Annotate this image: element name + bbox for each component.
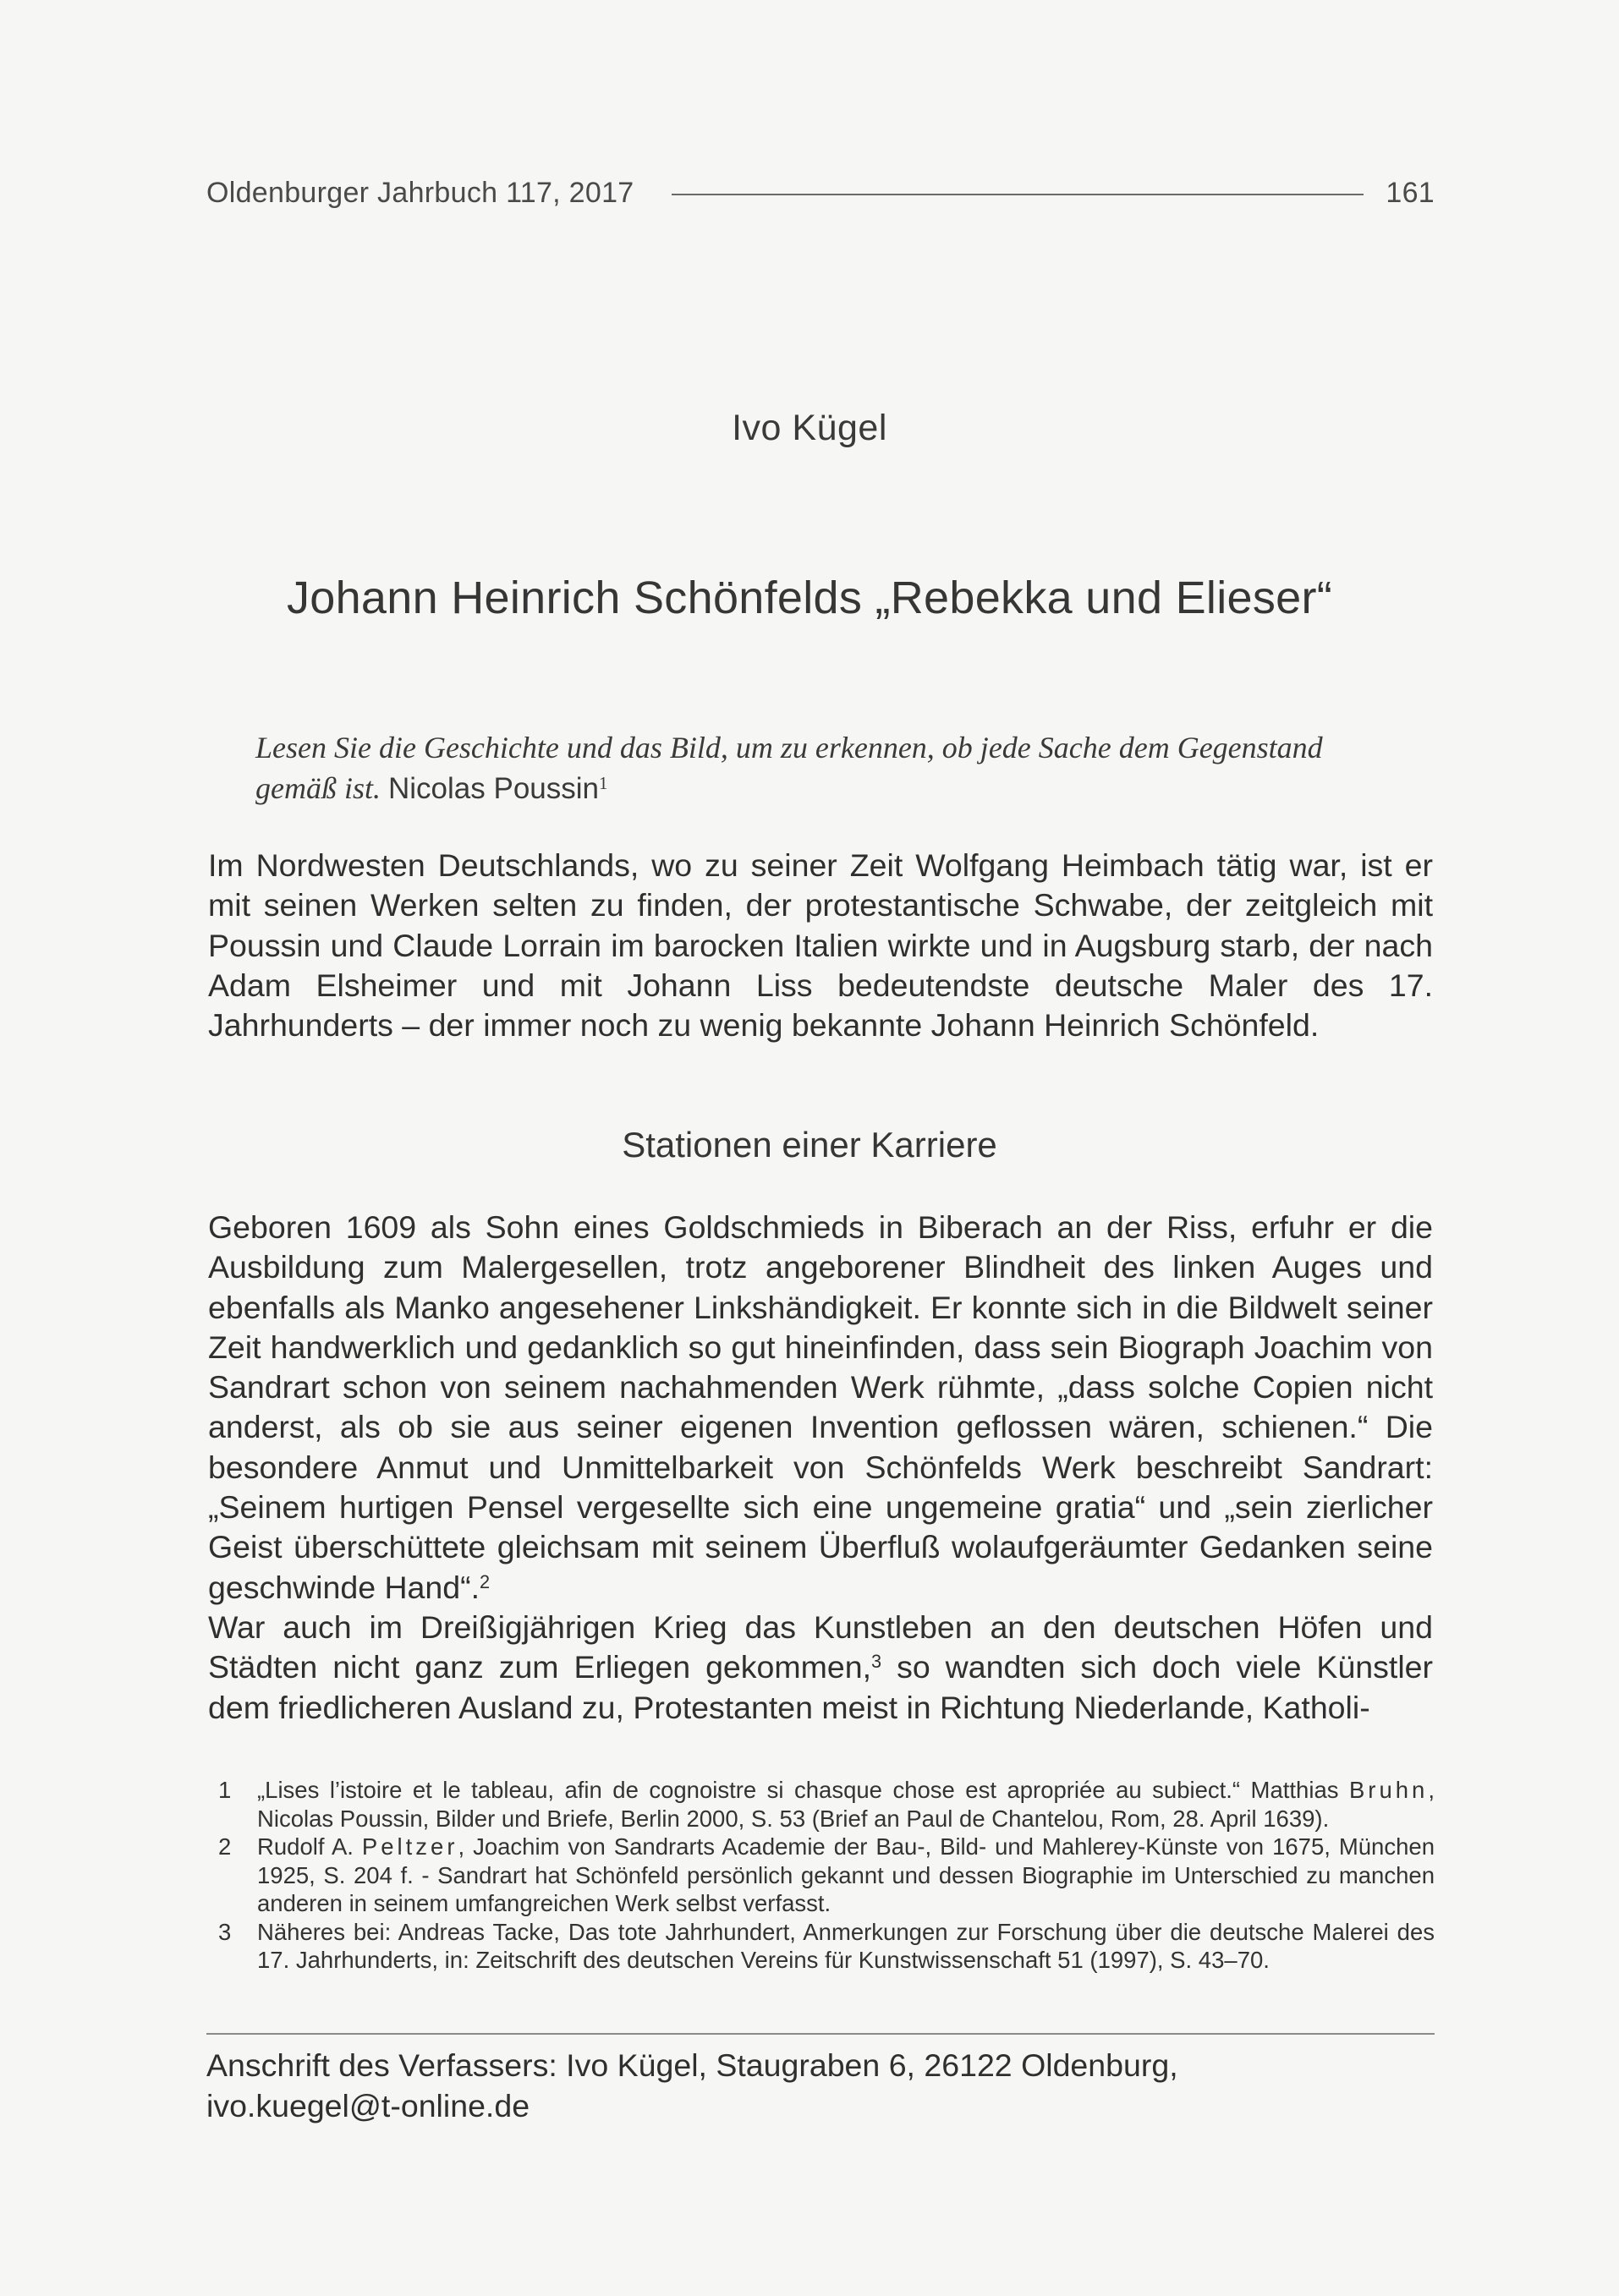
footnote-author-name: Peltzer <box>361 1833 458 1860</box>
footnote-author-name: Bruhn <box>1348 1777 1429 1803</box>
header-rule <box>672 194 1364 195</box>
section-paragraph-1 <box>208 1208 1433 1608</box>
footnote-text-part: Rudolf A. <box>257 1833 362 1860</box>
footnote-text-part: „Lises l’istoire et le tableau, afin de cognoistre si chasque chose est apropriée au subiect.“ Matthias <box>257 1777 1349 1803</box>
footnote-text-part: , Nicolas Poussin, Bilder und Briefe, Berlin 2000, S. 53 (Brief an Paul de Chantelou, Rom, 28. April 1639). <box>257 1777 1435 1832</box>
paragraph-1-text: Geboren 1609 als Sohn eines Goldschmieds in Biberach an der Riss, erfuhr er die Ausbildung zum Malergesellen, trotz angeborener Blindheit des linken Auges und ebenfalls als Manko angesehener Linkshändigkeit. Er konnte sich in die Bildwelt seiner Zeit handwerklich und gedanklich so gut hineinfinden, dass sein Biograph Joachim von Sandrart schon von seinem nachahmenden Werk rühmte, „dass solche Copien nicht anderst, als ob sie aus seiner eigenen Invention geflossen wären, schienen.“ Die besondere Anmut und Unmittelbarkeit von Schönfelds Werk beschreibt Sandrart: „Seinem hurtigen Pensel vergesellte sich eine ungemeine gratia“ und „sein zierlicher Geist überschüttete gleichsam mit seinem Überfluß wolaufgeräumter Gedanken seine geschwinde Hand“. <box>208 1209 1433 1605</box>
footnote-ref-2[interactable]: 2 <box>480 1570 491 1592</box>
footnote-text <box>257 1776 1435 1833</box>
footnote-text-part: Näheres bei: Andreas Tacke, Das tote Jahrhundert, Anmerkungen zur Forschung über die deutsche Malerei des 17. Jahrhunderts, in: Zeitschrift des deutschen Vereins für Kunstwissenschaft 51 (1997), S. 43–70. <box>257 1918 1435 1973</box>
article-author: Ivo Kügel <box>732 408 887 448</box>
author-address <box>206 2045 1435 2126</box>
footnote-text <box>257 1833 1435 1918</box>
section-heading: Stationen einer Karriere <box>622 1125 997 1164</box>
epigraph-quote: Lesen Sie die Geschichte und das Bild, um zu erkennen, ob jede Sache dem Gegenstand gemäß ist. <box>255 731 1323 805</box>
page-number: 161 <box>1386 176 1435 209</box>
epigraph-attribution: Nicolas Poussin <box>388 772 599 805</box>
footnote-ref-1[interactable]: 1 <box>599 772 608 793</box>
footnote-3 <box>206 1918 1435 1975</box>
footnote-number: 1 <box>218 1777 232 1803</box>
footnote-ref-3[interactable]: 3 <box>871 1651 882 1673</box>
author-email[interactable]: ivo.kuegel@t-online.de <box>206 2088 530 2123</box>
footnote-2 <box>206 1833 1435 1918</box>
running-header <box>206 169 1435 216</box>
footnote-number: 2 <box>218 1833 232 1860</box>
journal-name: Oldenburger Jahrbuch 117, 2017 <box>206 176 634 209</box>
intro-paragraph: Im Nordwesten Deutschlands, wo zu seiner Zeit Wolfgang Heimbach tätig war, ist er mit seinen Werken selten zu finden, der protestantische Schwabe, der zeitgleich mit Poussin und Claude Lorrain im barocken Italien wirkte und in Augsburg starb, der nach Adam Elsheimer und mit Johann Liss bedeutendste deutsche Maler des 17. Jahrhunderts – der immer noch zu wenig bekannte Johann Heinrich Schönfeld. <box>208 847 1433 1044</box>
footnote-1 <box>206 1776 1435 1833</box>
footnotes <box>206 1776 1435 1975</box>
article-title: Johann Heinrich Schönfelds „Rebekka und Elieser“ <box>286 573 1333 623</box>
address-rule <box>206 2033 1435 2035</box>
paragraph-2-text-b: so wandten sich doch viele Künstler dem friedlicheren Ausland zu, Protestanten meist in Richtung Niederlande, Katholi- <box>208 1649 1433 1725</box>
footnote-text <box>257 1918 1435 1975</box>
section-paragraph-2 <box>208 1608 1433 1728</box>
footnote-number: 3 <box>218 1918 232 1945</box>
paragraph-2-text-a: War auch im Dreißigjährigen Krieg das Kunstleben an den deutschen Höfen und Städten nicht ganz zum Erliegen gekommen, <box>208 1608 1433 1685</box>
address-line: Anschrift des Verfassers: Ivo Kügel, Staugraben 6, 26122 Oldenburg, <box>206 2047 1178 2083</box>
section-body <box>208 1208 1433 1728</box>
footnote-text-part: , Joachim von Sandrarts Academie der Bau-, Bild- und Mahlerey-Künste von 1675, München 1925, S. 204 f. - Sandrart hat Schönfeld persönlich gekannt und dessen Biographie im Unterschied zu manchen anderen in seinem umfangreichen Werk selbst verfasst. <box>257 1833 1435 1916</box>
epigraph <box>255 727 1389 809</box>
